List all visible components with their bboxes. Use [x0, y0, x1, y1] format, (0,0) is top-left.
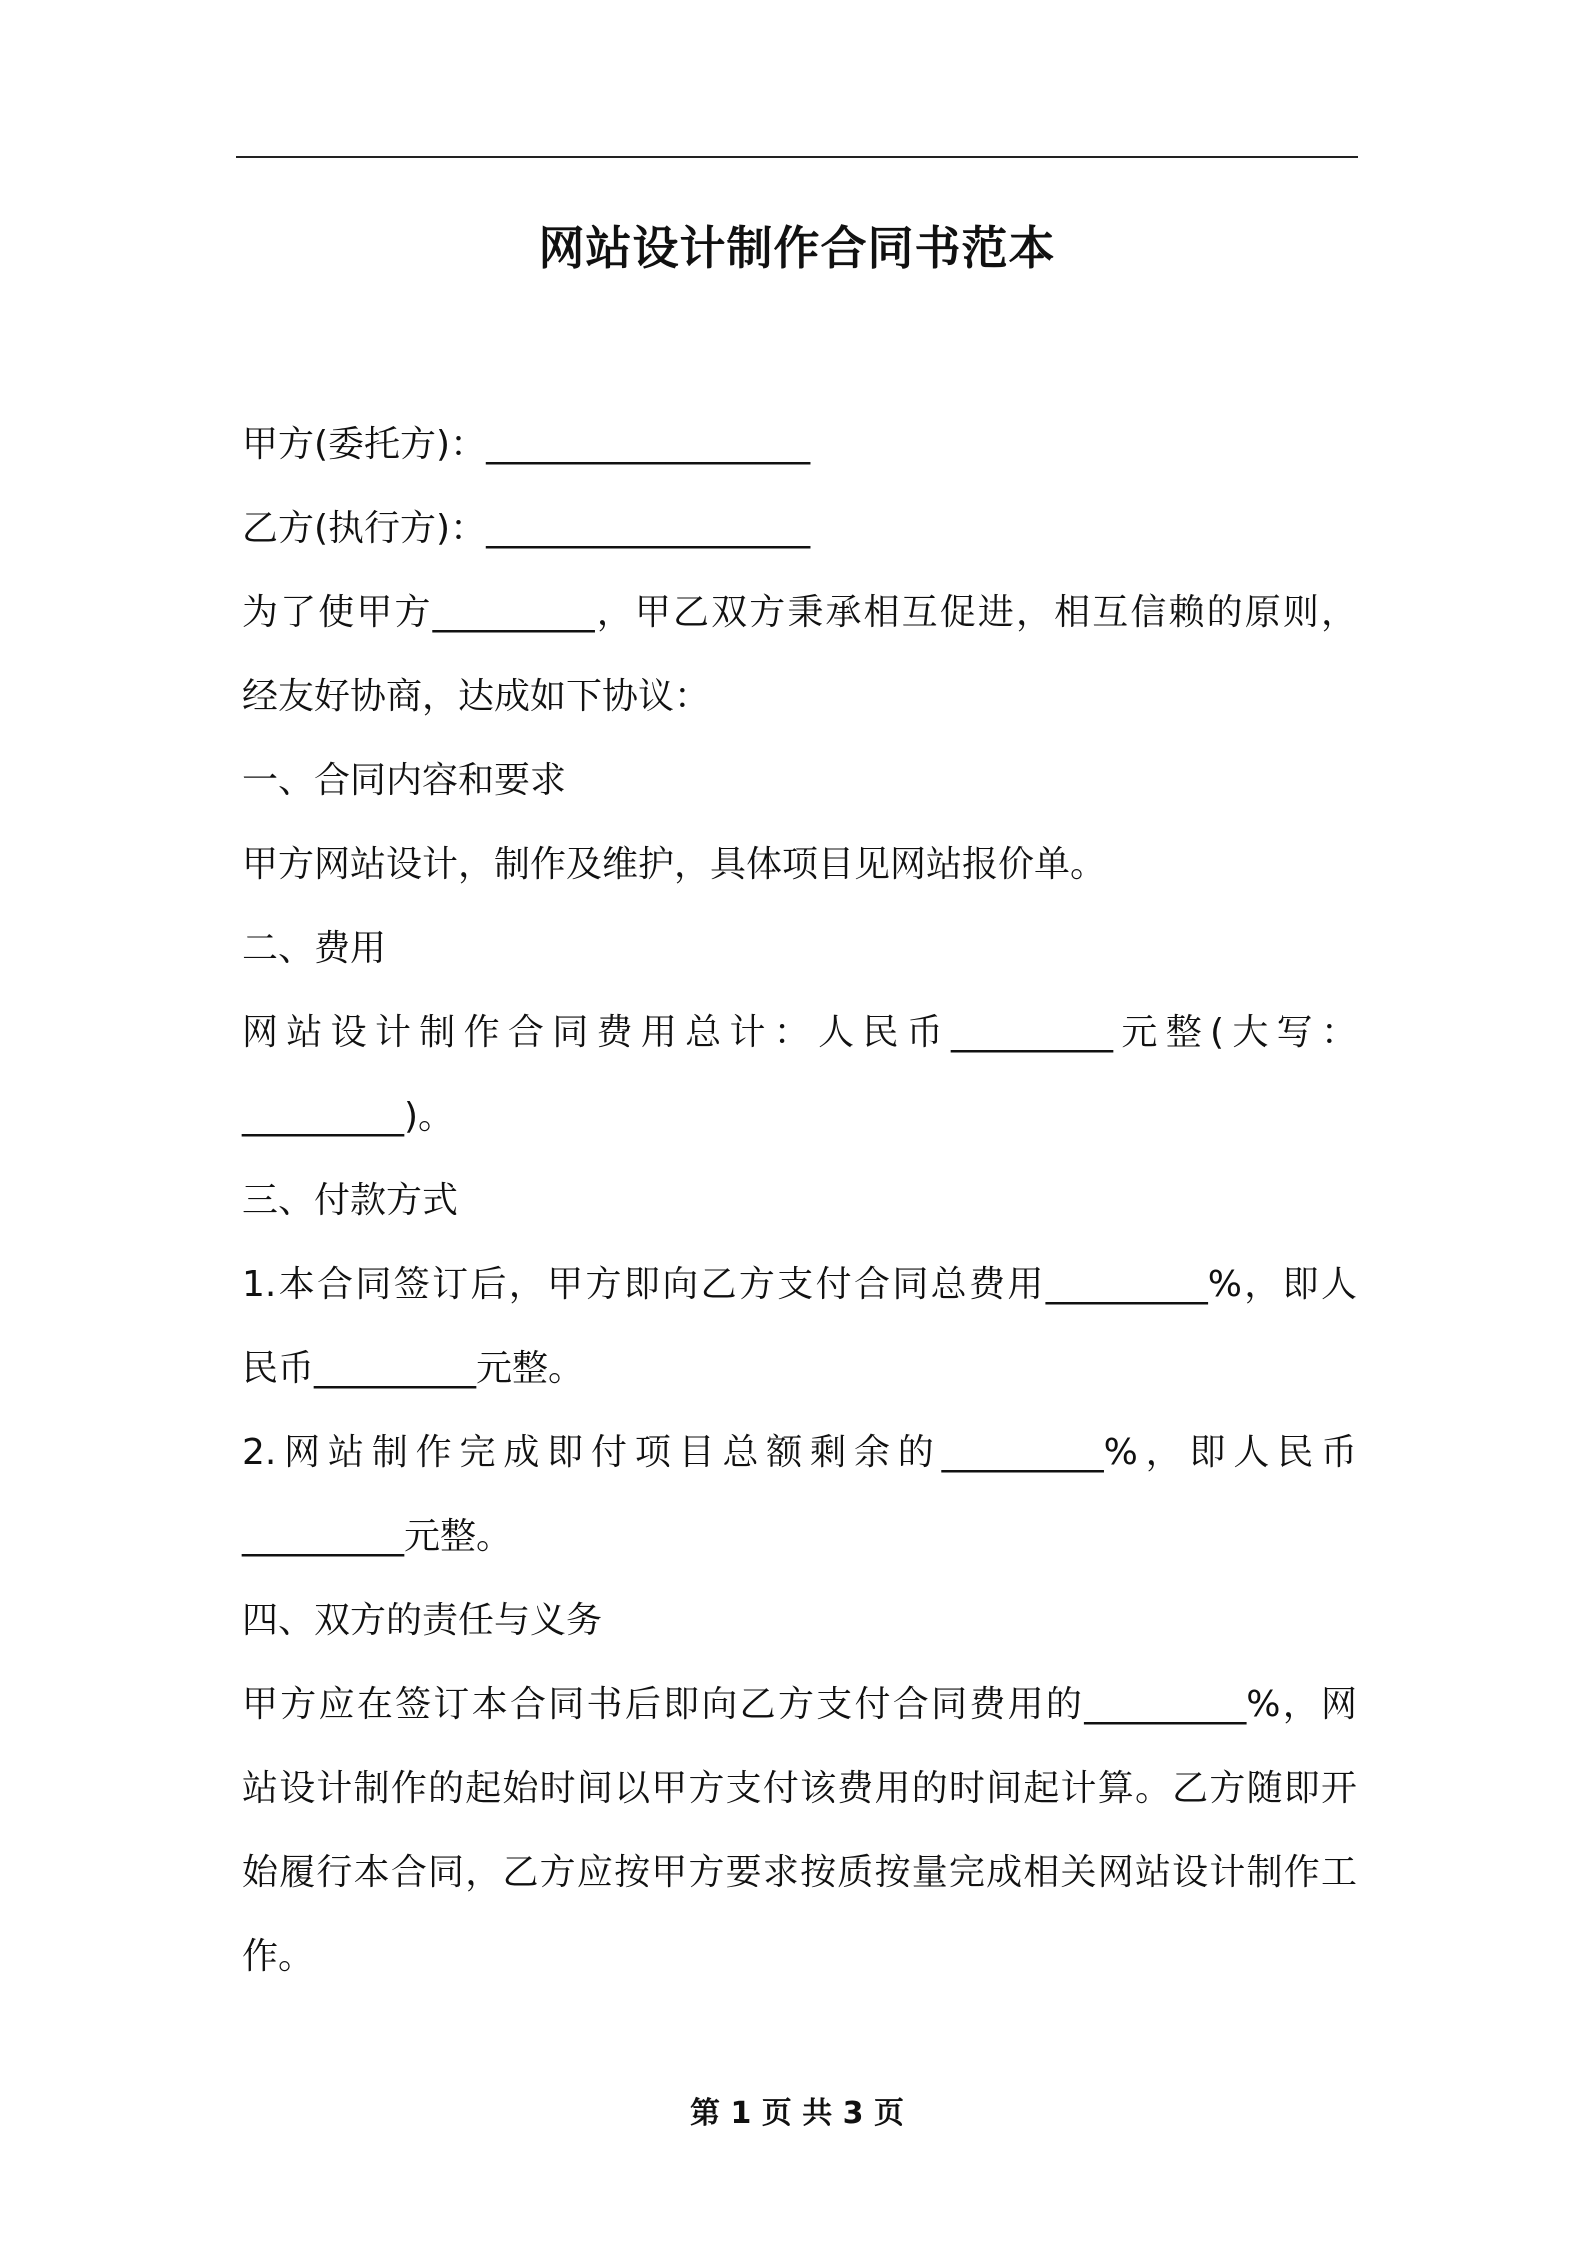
payment-item-1-line-2: 民币_________元整。	[242, 1348, 585, 1389]
duties-line-1: 甲方应在签订本合同书后即向乙方支付合同费用的_________%，网	[242, 1684, 1357, 1725]
duties-line-4: 作。	[242, 1936, 315, 1977]
preamble-line-2: 经友好协商，达成如下协议：	[242, 676, 711, 717]
section-heading-1: 一、合同内容和要求	[242, 760, 567, 801]
duties-line-2: 站设计制作的起始时间以甲方支付该费用的时间起计算。乙方随即开	[242, 1768, 1357, 1809]
party-a-line: 甲方(委托方)：__________________	[242, 424, 811, 465]
document-body	[242, 403, 1357, 1999]
page-footer: 第 1 页 共 3 页	[690, 2096, 904, 2131]
section-heading-4: 四、双方的责任与义务	[242, 1600, 603, 1641]
payment-item-2-line-2: _________元整。	[242, 1516, 513, 1557]
fee-line-2: _________)。	[242, 1096, 455, 1137]
duties-line-3: 始履行本合同，乙方应按甲方要求按质按量完成相关网站设计制作工	[242, 1852, 1357, 1893]
section-heading-3: 三、付款方式	[242, 1180, 459, 1221]
preamble-line-1: 为了使甲方_________，甲乙双方秉承相互促进，相互信赖的原则，	[242, 592, 1357, 633]
party-b-line: 乙方(执行方)：__________________	[242, 508, 811, 549]
payment-item-2-line-1: 2.网站制作完成即付项目总额剩余的_________%，即人民币	[242, 1432, 1357, 1473]
fee-line-1: 网站设计制作合同费用总计：人民币_________元整(大写：	[242, 1012, 1357, 1053]
section-1-text: 甲方网站设计，制作及维护，具体项目见网站报价单。	[242, 844, 1107, 885]
header-rule	[236, 156, 1358, 158]
section-heading-2: 二、费用	[242, 928, 387, 969]
document-title: 网站设计制作合同书范本	[538, 221, 1056, 275]
payment-item-1-line-1: 1.本合同签订后，甲方即向乙方支付合同总费用_________%，即人	[242, 1264, 1357, 1305]
